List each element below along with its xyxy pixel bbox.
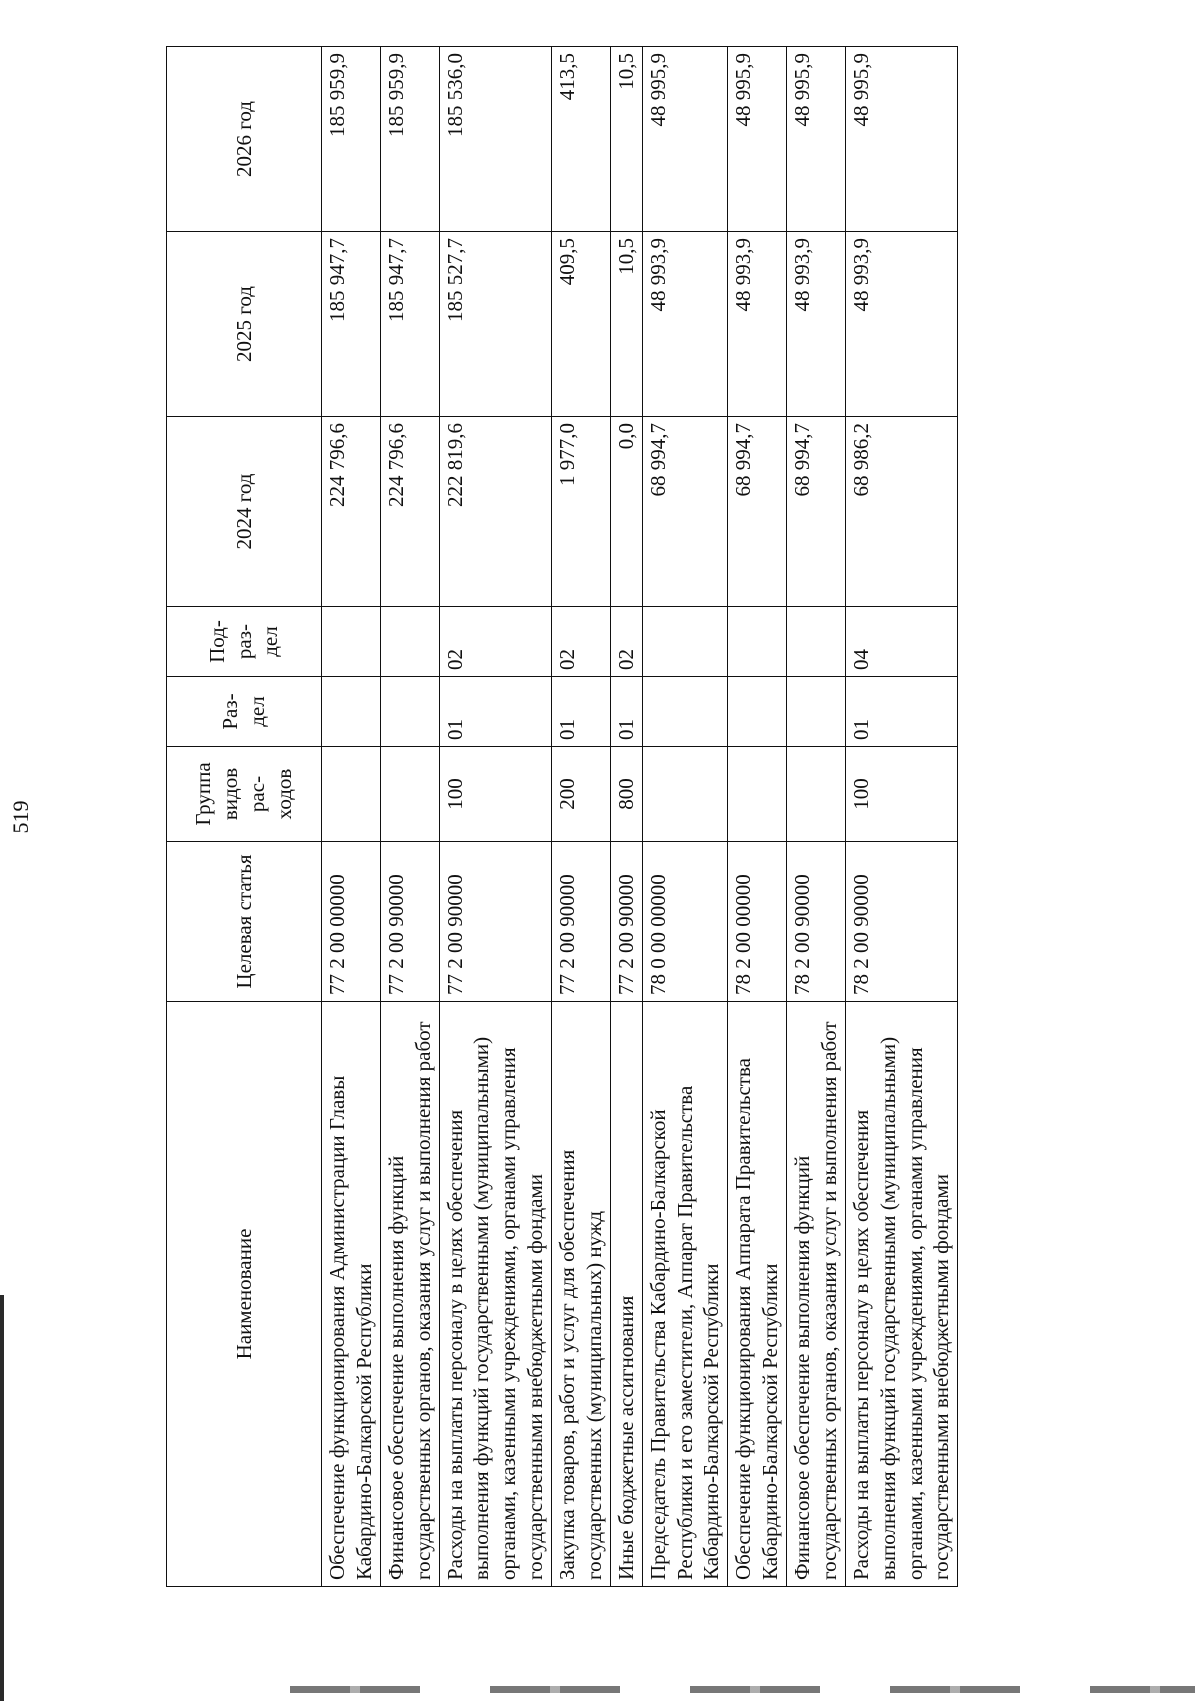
cell-subsection	[380, 607, 439, 677]
cell-target-article: 77 2 00 90000	[439, 842, 552, 1002]
cell-2026: 48 995,9	[642, 47, 728, 232]
table-row	[322, 47, 381, 1587]
cell-section: 01	[845, 677, 958, 747]
cell-subsection: 02	[610, 607, 642, 677]
cell-2025: 185 947,7	[322, 232, 381, 417]
cell-name: Обеспечение функционирования Аппарата Правительства Кабардино-Балкарской Республики	[728, 1002, 787, 1587]
cell-name: Иные бюджетные ассигнования	[610, 1002, 642, 1587]
cell-expense-group: 100	[845, 747, 958, 842]
cell-target-article: 78 2 00 90000	[787, 842, 846, 1002]
cell-section: 01	[610, 677, 642, 747]
cell-2026: 48 995,9	[845, 47, 958, 232]
header-name: Наименование	[167, 1002, 322, 1587]
cell-subsection: 02	[439, 607, 552, 677]
cell-2025: 48 993,9	[728, 232, 787, 417]
cell-2025: 185 527,7	[439, 232, 552, 417]
document-page	[0, 47, 954, 1587]
cell-target-article: 77 2 00 00000	[322, 842, 381, 1002]
cell-name: Финансовое обеспечение выполнения функций государственных органов, оказания услуг и выполнения работ	[787, 1002, 846, 1587]
cell-target-article: 78 0 00 00000	[642, 842, 728, 1002]
table-row	[439, 47, 552, 1587]
table-row	[845, 47, 958, 1587]
cell-2026: 185 959,9	[380, 47, 439, 232]
cell-section	[380, 677, 439, 747]
cell-2024: 0,0	[610, 417, 642, 607]
cell-2024: 222 819,6	[439, 417, 552, 607]
cell-name: Расходы на выплаты персоналу в целях обеспечения выполнения функций государственными (муниципальными) органами, казенными учреждениями, органами управления государственными внебюджетными фондами	[845, 1002, 958, 1587]
cell-expense-group: 100	[439, 747, 552, 842]
cell-2024: 224 796,6	[322, 417, 381, 607]
cell-subsection	[787, 607, 846, 677]
table-header-row	[167, 47, 322, 1587]
table-row	[642, 47, 728, 1587]
cell-section	[322, 677, 381, 747]
cell-2026: 48 995,9	[728, 47, 787, 232]
cell-name: Расходы на выплаты персоналу в целях обеспечения выполнения функций государственными (муниципальными) органами, казенными учреждениями, органами управления государственными внебюджетными фондами	[439, 1002, 552, 1587]
cell-expense-group	[322, 747, 381, 842]
budget-table	[166, 46, 958, 1587]
table-row	[610, 47, 642, 1587]
cell-2026: 48 995,9	[787, 47, 846, 232]
cell-name: Финансовое обеспечение выполнения функций государственных органов, оказания услуг и выполнения работ	[380, 1002, 439, 1587]
cell-2024: 68 994,7	[787, 417, 846, 607]
cell-2024: 224 796,6	[380, 417, 439, 607]
header-target-article: Целевая статья	[167, 842, 322, 1002]
table-row	[787, 47, 846, 1587]
cell-name: Обеспечение функционирования Администрации Главы Кабардино-Балкарской Республики	[322, 1002, 381, 1587]
cell-subsection	[728, 607, 787, 677]
cell-target-article: 77 2 00 90000	[552, 842, 611, 1002]
cell-section: 01	[439, 677, 552, 747]
cell-2024: 68 994,7	[728, 417, 787, 607]
header-2024: 2024 год	[167, 417, 322, 607]
cell-2025: 409,5	[552, 232, 611, 417]
cell-name: Председатель Правительства Кабардино-Балкарской Республики и его заместители, Аппарат Правительства Кабардино-Балкарской Республики	[642, 1002, 728, 1587]
cell-section	[642, 677, 728, 747]
header-2026: 2026 год	[167, 47, 322, 232]
cell-section	[787, 677, 846, 747]
table-row	[728, 47, 787, 1587]
cell-subsection: 02	[552, 607, 611, 677]
cell-name: Закупка товаров, работ и услуг для обеспечения государственных (муниципальных) нужд	[552, 1002, 611, 1587]
cell-target-article: 78 2 00 00000	[728, 842, 787, 1002]
cell-target-article: 78 2 00 90000	[845, 842, 958, 1002]
cell-2026: 10,5	[610, 47, 642, 232]
cell-2025: 48 993,9	[845, 232, 958, 417]
table-row	[380, 47, 439, 1587]
scan-edge-bottom	[290, 1686, 1195, 1693]
page-number: 519	[8, 800, 33, 834]
table-row	[552, 47, 611, 1587]
cell-expense-group	[787, 747, 846, 842]
cell-2025: 10,5	[610, 232, 642, 417]
cell-target-article: 77 2 00 90000	[610, 842, 642, 1002]
cell-2026: 185 536,0	[439, 47, 552, 232]
cell-expense-group	[380, 747, 439, 842]
cell-2025: 48 993,9	[642, 232, 728, 417]
cell-2025: 185 947,7	[380, 232, 439, 417]
cell-expense-group	[728, 747, 787, 842]
cell-expense-group	[642, 747, 728, 842]
cell-2024: 68 994,7	[642, 417, 728, 607]
cell-2024: 1 977,0	[552, 417, 611, 607]
header-subsection: Под- раз- дел	[167, 607, 322, 677]
header-expense-group: Группа видов рас- ходов	[167, 747, 322, 842]
cell-target-article: 77 2 00 90000	[380, 842, 439, 1002]
cell-2024: 68 986,2	[845, 417, 958, 607]
cell-subsection	[642, 607, 728, 677]
cell-section: 01	[552, 677, 611, 747]
cell-subsection	[322, 607, 381, 677]
cell-2026: 413,5	[552, 47, 611, 232]
cell-subsection: 04	[845, 607, 958, 677]
cell-expense-group: 200	[552, 747, 611, 842]
cell-section	[728, 677, 787, 747]
cell-2026: 185 959,9	[322, 47, 381, 232]
header-2025: 2025 год	[167, 232, 322, 417]
header-section: Раз- дел	[167, 677, 322, 747]
cell-2025: 48 993,9	[787, 232, 846, 417]
cell-expense-group: 800	[610, 747, 642, 842]
table-body	[322, 47, 958, 1587]
